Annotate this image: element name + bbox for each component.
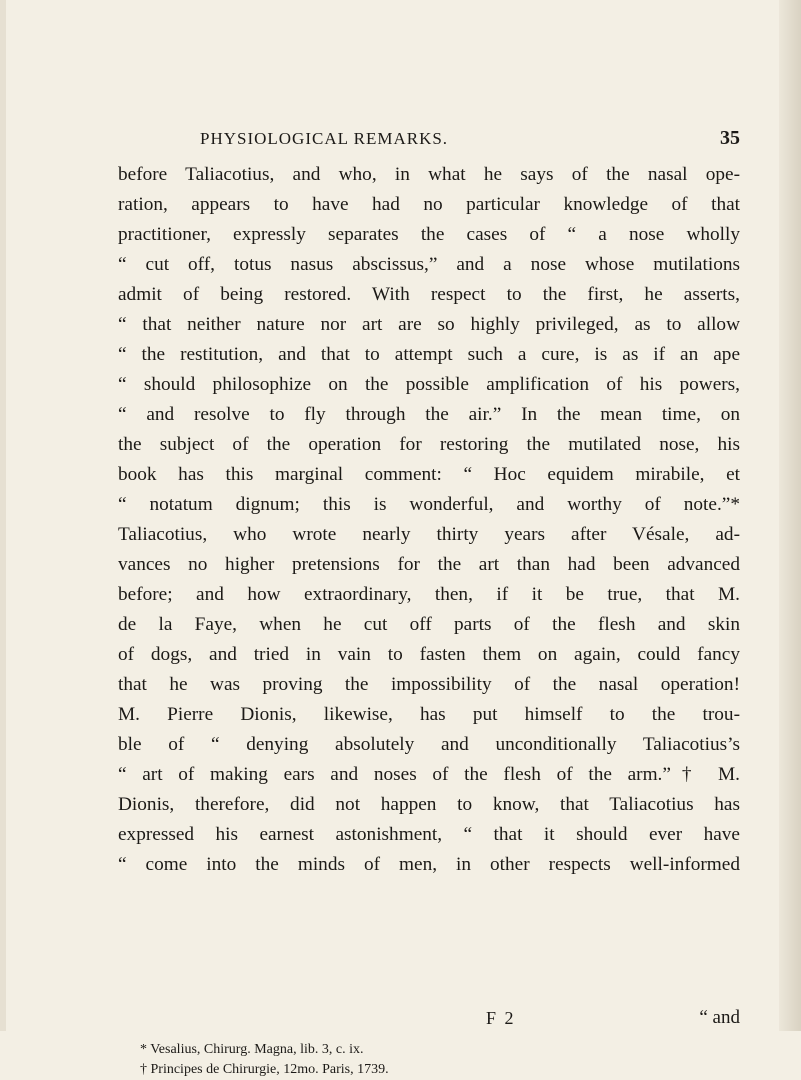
- text-line: before Taliacotius, and who, in what he says of the nasal ope-: [118, 164, 740, 185]
- running-head: PHYSIOLOGICAL REMARKS.: [200, 129, 449, 148]
- text-line: of dogs, and tried in vain to fasten them on again, could fancy: [118, 644, 740, 665]
- text-line: that he was proving the impossibility of the nasal operation!: [118, 674, 740, 695]
- text-line: practitioner, expressly separates the cases of “ a nose wholly: [118, 224, 740, 245]
- text-line: the subject of the operation for restoring the mutilated nose, his: [118, 434, 740, 455]
- text-line: ble of “ denying absolutely and unconditionally Taliacotius’s: [118, 734, 740, 755]
- text-line: ration, appears to have had no particular knowledge of that: [118, 194, 740, 215]
- text-line: vances no higher pretensions for the art than had been advanced: [118, 554, 740, 575]
- footnote: † Principes de Chirurgie, 12mo. Paris, 1739.: [140, 1062, 389, 1077]
- page-number: 35: [720, 127, 740, 149]
- text-line: Taliacotius, who wrote nearly thirty years after Vésale, ad-: [118, 524, 740, 545]
- page-edge-left: [0, 0, 6, 1031]
- text-line: “ and resolve to fly through the air.” In the mean time, on: [118, 404, 740, 425]
- printer-signature: F 2: [486, 1008, 516, 1028]
- text-line: “ that neither nature nor art are so highly privileged, as to allow: [118, 314, 740, 335]
- text-line: “ art of making ears and noses of the flesh of the arm.”† M.: [118, 764, 740, 785]
- text-line: before; and how extraordinary, then, if it be true, that M.: [118, 584, 740, 605]
- page-header: [118, 129, 740, 151]
- footnote: * Vesalius, Chirurg. Magna, lib. 3, c. ix.: [140, 1042, 364, 1057]
- body-text: [118, 160, 740, 880]
- text-line: expressed his earnest astonishment, “ that it should ever have: [118, 824, 740, 845]
- text-line: de la Faye, when he cut off parts of the flesh and skin: [118, 614, 740, 635]
- text-line: “ should philosophize on the possible amplification of his powers,: [118, 374, 740, 395]
- page-edge-right: [779, 0, 801, 1031]
- text-line: admit of being restored. With respect to the first, he asserts,: [118, 284, 740, 305]
- text-line: “ the restitution, and that to attempt such a cure, is as if an ape: [118, 344, 740, 365]
- text-line: Dionis, therefore, did not happen to know, that Taliacotius has: [118, 794, 740, 815]
- text-line: “ notatum dignum; this is wonderful, and worthy of note.”*: [118, 494, 740, 515]
- footnotes: [140, 1040, 389, 1080]
- text-line: “ come into the minds of men, in other respects well-informed: [118, 854, 740, 875]
- text-line: “ cut off, totus nasus abscissus,” and a nose whose mutilations: [118, 254, 740, 275]
- text-line: M. Pierre Dionis, likewise, has put himself to the trou-: [118, 704, 740, 725]
- catchword: “ and: [699, 1007, 740, 1028]
- text-line: book has this marginal comment: “ Hoc equidem mirabile, et: [118, 464, 740, 485]
